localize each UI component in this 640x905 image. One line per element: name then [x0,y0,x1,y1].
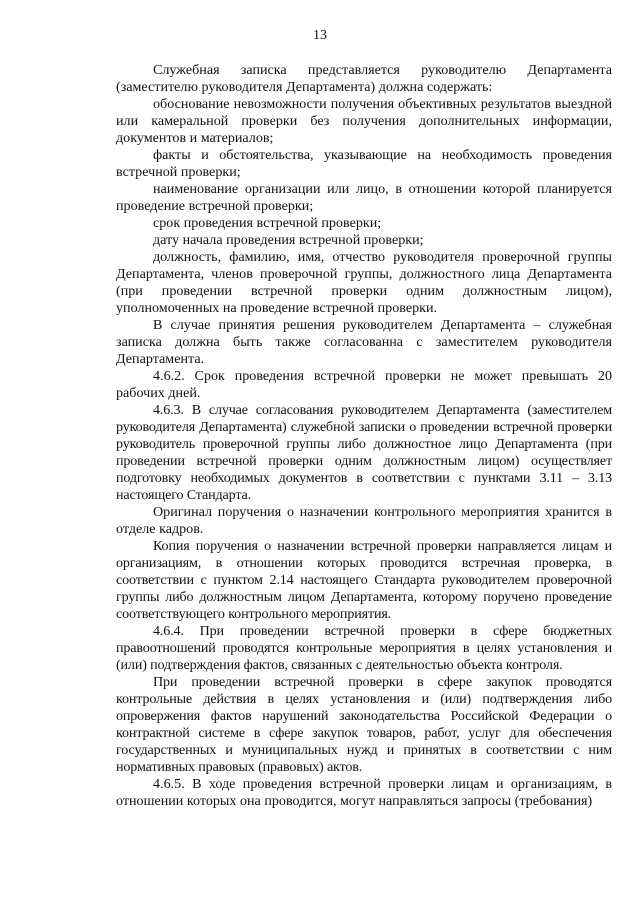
paragraph-clause-4-6-3: 4.6.3. В случае согласования руководителем Департамента (заместителем руководителя Департамента) служебной записки о проведении встречной проверки руководитель проверочной группы либо должностное лицо Департамента (при проведении встречной проверки одним должностным лицом) осуществляет подготовку необходимых документов в соответствии с пунктами 3.11 – 3.13 настоящего Стандарта. [116,402,612,503]
paragraph-clause-4-6-4: 4.6.4. При проведении встречной проверки в сфере бюджетных правоотношений проводятся контрольные мероприятия в целях установления и (или) подтверждения фактов, связанных с деятельностью объекта контроля. [116,623,612,673]
page-number: 13 [313,28,327,43]
paragraph-responsible-persons: должность, фамилию, имя, отчество руководителя проверочной группы Департамента, членов проверочной группы, должностного лица Департамента (при проведении встречной проверки одним должностным лицом), уполномоченных на проведение встречной проверки. [116,249,612,316]
paragraph-justification: обоснование невозможности получения объективных результатов выездной или камеральной проверки без получения дополнительных информации, документов и материалов; [116,96,612,146]
paragraph-procurement-audit: При проведении встречной проверки в сфере закупок проводятся контрольные действия в целях установления и (или) подтверждения либо опровержения фактов нарушений законодательства Российской Федерации о контрактной системе в сфере закупок товаров, работ, услуг для обеспечения государственных и муниципальных нужд и принятых в соответствии с ним нормативных правовых (правовых) актов. [116,674,612,775]
document-body [116,62,612,810]
paragraph-clause-4-6-2: 4.6.2. Срок проведения встречной проверки не может превышать 20 рабочих дней. [116,368,612,401]
paragraph-organization-name: наименование организации или лицо, в отношении которой планируется проведение встречной проверки; [116,181,612,214]
paragraph-approval: В случае принятия решения руководителем Департамента – служебная записка должна быть также согласованна с заместителем руководителя Департамента. [116,317,612,367]
paragraph-clause-4-6-5: 4.6.5. В ходе проведения встречной проверки лицам и организациям, в отношении которых она проводится, могут направляться запросы (требования) [116,776,612,809]
paragraph-order-copy: Копия поручения о назначении встречной проверки направляется лицам и организациям, в отношении которых проводится встречная проверка, в соответствии с пунктом 2.14 настоящего Стандарта руководителем проверочной группы либо должностным лицом Департамента, которому поручено проведение соответствующего контрольного мероприятия. [116,538,612,622]
paragraph-audit-term: срок проведения встречной проверки; [153,215,382,231]
paragraph-original-order: Оригинал поручения о назначении контрольного мероприятия хранится в отделе кадров. [116,504,612,537]
paragraph-start-date: дату начала проведения встречной проверки; [153,232,424,248]
paragraph-memo-requirements: Служебная записка представляется руководителю Департамента (заместителю руководителя Департамента) должна содержать: [116,62,612,95]
paragraph-facts: факты и обстоятельства, указывающие на необходимость проведения встречной проверки; [116,147,612,180]
